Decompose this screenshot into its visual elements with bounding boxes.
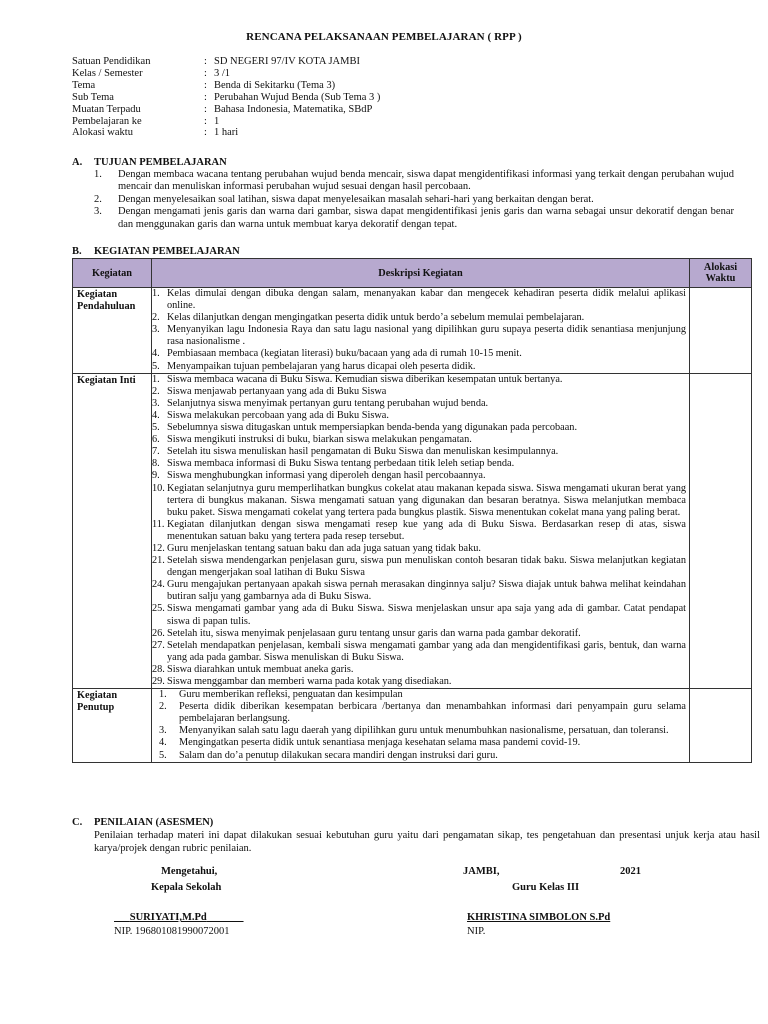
section-title: TUJUAN PEMBELAJARAN <box>94 157 227 168</box>
row-alokasi-cell <box>690 689 752 763</box>
list-item <box>152 640 689 664</box>
info-row <box>72 104 380 116</box>
item-number: 4. <box>152 409 160 421</box>
item-text: Menyanyikan salah satu lagu daerah yang dipilihkan guru untuk menumbuhkan nasionalisme, persatuan, dan toleransi. <box>179 725 669 737</box>
step-list <box>152 288 689 373</box>
objective-item <box>94 169 734 194</box>
info-value: Bahasa Indonesia, Matematika, SBdP <box>214 103 373 115</box>
assessment-text: Penilaian terhadap materi ini dapat dilakukan sesuai kebutuhan guru yaitu dari pengamatan sikap, tes pengetahuan dan presentasi unjuk kerja atau hasil karya/projek dengan rubric penilaian. <box>94 830 760 855</box>
item-number: 7. <box>152 446 160 458</box>
item-text: Guru memberikan refleksi, penguatan dan kesimpulan <box>179 689 403 701</box>
section-title: PENILAIAN (ASESMEN) <box>94 817 214 828</box>
info-value: 1 hari <box>214 127 239 139</box>
info-row <box>72 127 380 139</box>
table-header-row <box>73 259 752 288</box>
list-item <box>152 361 689 373</box>
item-number: 6. <box>152 434 160 446</box>
col-header-alokasi <box>690 259 752 288</box>
item-number: 1. <box>152 288 160 299</box>
item-text: Menyanyikan lagu Indonesia Raya dan satu lagu nasional yang dipilihkan guru supaya peserta didik senantiasa menjunjung rasa nasionalisme . <box>167 324 686 348</box>
item-number: 11. <box>152 518 165 530</box>
item-number: 9. <box>152 470 160 482</box>
sign-left-name-value: SURIYATI,M.Pd <box>129 912 207 923</box>
item-text: Guru menjelaskan tentang satuan baku dan ada juga satuan yang tidak baku. <box>167 542 481 554</box>
info-key: Alokasi waktu <box>72 127 133 139</box>
info-row <box>72 92 380 104</box>
list-item <box>152 676 689 688</box>
list-item <box>152 664 689 676</box>
item-number: 5. <box>159 749 167 761</box>
item-number: 10. <box>152 482 165 494</box>
item-text: Siswa mengamati gambar yang ada di Buku Siswa. Siswa menjelaskan unsur apa saja yang ada di gambar. Catat pendapat siswa di papan tulis. <box>167 603 686 627</box>
row-description <box>152 288 690 374</box>
list-item <box>152 701 689 725</box>
info-row <box>72 56 380 68</box>
item-text: Kelas dilanjutkan dengan mengingatkan peserta didik untuk berdo’a sebelum memulai pembelajaran. <box>167 312 585 324</box>
item-text: Mengingatkan peserta didik untuk senantiasa menjaga kesehatan selama masa pandemi covid-19. <box>179 737 581 749</box>
item-number: 4. <box>159 737 167 749</box>
item-number: 8. <box>152 458 160 470</box>
row-label-pendahuluan: Kegiatan Pendahuluan <box>73 288 152 374</box>
item-number: 4. <box>152 348 160 360</box>
item-text: Siswa membaca wacana di Buku Siswa. Kemudian siswa diberikan kesempatan untuk bertanya. <box>167 373 563 385</box>
info-colon: : <box>204 127 207 139</box>
list-item <box>152 348 689 360</box>
item-text: Salam dan do’a penutup dilakukan secara mandiri dengan instruksi dari guru. <box>179 749 498 761</box>
sign-left-acknowledged: Mengetahui, <box>161 866 218 877</box>
sign-left-name-text <box>114 912 244 923</box>
item-number: 3. <box>152 324 160 336</box>
sign-right-role: Guru Kelas III <box>512 882 580 893</box>
info-row <box>72 80 380 92</box>
item-text: Peserta didik diberikan kesempatan berbicara /bertanya dan menambahkan informasi dari penyampain guru selama pembelajaran berlangsung. <box>179 701 686 725</box>
sign-right-nip: NIP. <box>467 926 486 937</box>
item-number: 2. <box>94 193 102 205</box>
table-row <box>73 288 752 374</box>
item-number: 2. <box>152 312 160 324</box>
item-number: 25. <box>152 603 165 615</box>
sign-left-name <box>114 912 244 924</box>
item-number: 27. <box>152 639 165 651</box>
row-description <box>152 373 690 688</box>
item-number: 2. <box>159 701 167 713</box>
list-item <box>152 579 689 603</box>
item-number: 28. <box>152 663 165 675</box>
info-value: SD NEGERI 97/IV KOTA JAMBI <box>214 56 360 67</box>
item-number: 2. <box>152 385 160 397</box>
col-header-alokasi-label: Alokasi Waktu <box>703 262 738 284</box>
item-text: Siswa menggambar dan memberi warna pada kotak yang disediakan. <box>167 676 452 687</box>
item-text: Selanjutnya siswa menyimak pertanyan guru tentang perubahan wujud benda. <box>167 397 489 409</box>
item-text: Siswa melakukan percobaan yang ada di Buku Siswa. <box>167 409 389 421</box>
sign-right-year: 2021 <box>620 866 641 877</box>
item-text: Kegiatan selanjutnya guru memperlihatkan bungkus cokelat atau makanan kepada siswa. Siswa mengamati ukuran berat yang tertera di bungkus makanan. Siswa mengamati satuan yang digunakan dan besaran beratnya. Siswa melanjutkan membaca buku paket. Siswa mengamati cokelat yang tertera pada bungkus plastik. Siswa menentukan cokelat mana yang paling berat. <box>167 482 686 518</box>
info-key: Pembelajaran ke <box>72 115 142 127</box>
item-number: 5. <box>152 360 160 372</box>
list-item <box>152 628 689 640</box>
item-number: 1. <box>152 373 160 385</box>
list-item <box>152 725 689 737</box>
list-item <box>152 324 689 348</box>
info-key: Sub Tema <box>72 91 114 103</box>
item-text: Sebelumnya siswa ditugaskan untuk mempersiapkan benda-benda yang digunakan pada percobaan. <box>167 422 578 434</box>
section-title: KEGIATAN PEMBELAJARAN <box>94 246 240 257</box>
list-item <box>152 288 689 312</box>
item-text: Siswa membaca informasi di Buku Siswa tentang perbedaan titik leleh setiap benda. <box>167 458 515 470</box>
item-number: 21. <box>152 555 165 567</box>
list-item <box>152 458 689 470</box>
info-value: 1 <box>214 115 220 127</box>
sign-left-nip: NIP. 196801081990072001 <box>114 926 230 937</box>
row-description <box>152 689 690 763</box>
list-item <box>152 543 689 555</box>
list-item <box>152 422 689 434</box>
info-value: Perubahan Wujud Benda (Sub Tema 3 ) <box>214 91 381 103</box>
list-item <box>152 374 689 386</box>
section-number: A. <box>72 157 83 168</box>
item-text: Setelah itu siswa menuliskan hasil pengamatan di Buku Siswa dan menuliskan kesimpulannya. <box>167 446 559 458</box>
list-item <box>152 398 689 410</box>
col-header-deskripsi: Deskripsi Kegiatan <box>152 259 690 288</box>
list-item <box>152 555 689 579</box>
item-text: Menyampaikan tujuan pembelajaran yang harus dicapai oleh peserta didik. <box>167 360 476 372</box>
list-item <box>152 446 689 458</box>
list-item <box>152 603 689 627</box>
list-item <box>152 519 689 543</box>
table-row <box>73 373 752 688</box>
section-number: C. <box>72 817 83 828</box>
item-text: Dengan membaca wacana tentang perubahan wujud benda mencair, siswa dapat mengidentifikasi informasi yang terkait dengan perubahan wujud mencair dan menuliskan informasi perubahan wujud sesuai dengan hasil percobaan. <box>118 169 734 193</box>
info-value: 3 /1 <box>214 67 231 79</box>
identity-table <box>72 56 380 139</box>
info-row <box>72 68 380 80</box>
list-item <box>152 689 689 701</box>
row-alokasi-cell <box>690 373 752 688</box>
item-number: 1. <box>94 169 102 180</box>
section-b-heading <box>72 246 240 258</box>
row-alokasi-cell <box>690 288 752 374</box>
list-item <box>152 470 689 482</box>
item-number: 3. <box>152 397 160 409</box>
col-header-kegiatan: Kegiatan <box>73 259 152 288</box>
step-list <box>152 689 689 762</box>
item-text: Siswa diarahkan untuk membuat aneka garis. <box>167 663 354 675</box>
info-key: Tema <box>72 79 96 91</box>
info-colon: : <box>204 67 207 79</box>
objective-item <box>94 206 734 231</box>
item-number: 1. <box>159 689 167 701</box>
item-number: 3. <box>94 206 102 218</box>
sign-left-role: Kepala Sekolah <box>151 882 222 893</box>
sign-right-name: KHRISTINA SIMBOLON S.Pd <box>467 912 611 923</box>
table-row <box>73 689 752 763</box>
info-colon: : <box>204 91 207 103</box>
item-text: Kelas dimulai dengan dibuka dengan salam, menanyakan kabar dan mengecek kehadiran peserta didik melalui aplikasi online. <box>167 288 686 312</box>
info-value: Benda di Sekitarku (Tema 3) <box>214 79 336 91</box>
row-label-penutup: Kegiatan Penutup <box>73 689 152 763</box>
objectives-list <box>94 169 734 231</box>
list-item <box>152 410 689 422</box>
activities-table <box>72 258 752 763</box>
info-key: Kelas / Semester <box>72 67 143 79</box>
item-text: Dengan mengamati jenis garis dan warna dari gambar, siswa dapat mengidentifikasi jenis garis dan warna sebagai unsur dekoratif dengan benar dan menggunakan garis dan warna untuk membuat karya dekoratif dengan tepat. <box>118 206 734 230</box>
item-number: 12. <box>152 542 165 554</box>
item-text: Setelah mendapatkan penjelasan, kembali siswa mengamati gambar yang ada dan mengidentifikasi garis, bentuk, dan warna yang ada pada gambar. Siswa menuliskan di Buku Siswa. <box>167 639 686 663</box>
item-text: Siswa mengikuti instruksi di buku, biarkan siswa melakukan pengamatan. <box>167 434 472 446</box>
item-text: Dengan menyelesaikan soal latihan, siswa dapat menyelesaikan masalah sehari-hari yang berkaitan dengan berat. <box>118 193 594 205</box>
item-text: Setelah itu, siswa menyimak penjelasaan guru tentang unsur garis dan warna pada gambar dekoratif. <box>167 627 581 639</box>
info-colon: : <box>204 56 207 67</box>
list-item <box>152 386 689 398</box>
item-text: Setelah siswa mendengarkan penjelasan guru, siswa pun menuliskan contoh besaran tidak baku. Siswa melanjutkan kegiatan dengan mengerjakan soal latihan di Buku Siswa <box>167 555 686 579</box>
item-number: 29. <box>152 676 165 687</box>
item-number: 26. <box>152 627 165 639</box>
list-item <box>152 737 689 749</box>
list-item <box>152 434 689 446</box>
info-colon: : <box>204 103 207 115</box>
info-colon: : <box>204 79 207 91</box>
objective-item <box>94 194 734 206</box>
item-text: Siswa menjawab pertanyaan yang ada di Buku Siswa <box>167 385 387 397</box>
item-text: Kegiatan dilanjutkan dengan siswa mengamati resep kue yang ada di Buku Siswa. Berdasarkan resep di atas, siswa menentukan satuan baku yang tertera pada resep tersebut. <box>167 518 686 542</box>
item-text: Siswa menghubungkan informasi yang diperoleh dengan hasil percobaannya. <box>167 470 486 482</box>
item-text: Pembiasaan membaca (kegiatan literasi) buku/bacaan yang ada di rumah 10-15 menit. <box>167 348 522 360</box>
sign-right-city: JAMBI, <box>463 866 500 877</box>
item-text: Guru mengajukan pertanyaan apakah siswa pernah merasakan dinginnya salju? Siswa diajak untuk bahwa melihat keindahan butiran salju yang gambarnya ada di Buku Siswa. <box>167 579 686 603</box>
info-key: Muatan Terpadu <box>72 103 141 115</box>
list-item <box>152 483 689 519</box>
item-number: 5. <box>152 422 160 434</box>
list-item <box>152 750 689 762</box>
section-number: B. <box>72 246 82 257</box>
step-list <box>152 374 689 688</box>
row-label-inti: Kegiatan Inti <box>73 373 152 688</box>
info-key: Satuan Pendidikan <box>72 56 151 67</box>
section-c-heading <box>72 817 213 829</box>
item-number: 3. <box>159 725 167 737</box>
info-row <box>72 116 380 128</box>
item-number: 24. <box>152 579 165 591</box>
info-colon: : <box>204 115 207 127</box>
section-a-heading <box>72 157 227 169</box>
document-title: RENCANA PELAKSANAAN PEMBELAJARAN ( RPP ) <box>246 31 522 43</box>
list-item <box>152 312 689 324</box>
